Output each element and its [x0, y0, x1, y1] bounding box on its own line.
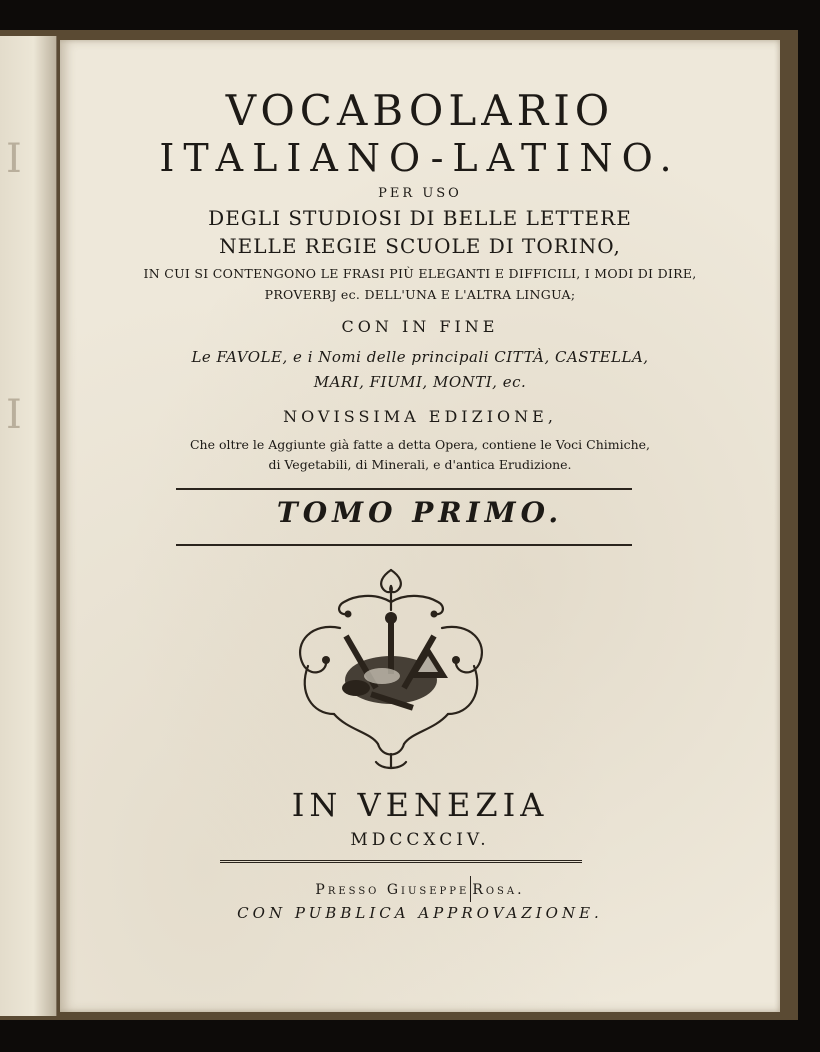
imprint-rule: [220, 860, 582, 863]
printers-ornament-icon: [278, 562, 504, 774]
volume-title: TOMO PRIMO.: [276, 496, 564, 529]
con-in-fine: CON IN FINE: [341, 317, 499, 336]
printer-name-right: Rosa.: [472, 882, 525, 898]
title-line-1: VOCABOLARIO: [225, 86, 615, 135]
imprint-place: IN VENEZIA: [291, 786, 549, 824]
subtitle-line-1: DEGLI STUDIOSI DI BELLE LETTERE: [208, 206, 632, 230]
contents-line-2: PROVERBJ ec. DELL'UNA E L'ALTRA LINGUA;: [264, 287, 576, 302]
bottom-rule: [176, 544, 632, 546]
title-page: [60, 40, 780, 1012]
left-page-edge: [0, 36, 57, 1016]
printer-line: [60, 876, 780, 902]
subtitle-line-2: NELLE REGIE SCUOLE DI TORINO,: [219, 234, 621, 258]
edition-line: NOVISSIMA EDIZIONE,: [283, 407, 557, 426]
left-page-bleed-letter: I: [6, 136, 22, 182]
per-uso-line: PER USO: [378, 186, 462, 201]
printer-name-left: Presso Giuseppe: [315, 882, 470, 898]
additions-line-1: Che oltre le Aggiunte già fatte a detta Opera, contiene le Voci Chimiche,: [189, 437, 651, 452]
title-line-2: ITALIANO-LATINO.: [159, 136, 681, 180]
contents-line-1: IN CUI SI CONTENGONO LE FRASI PIÙ ELEGANTI E DIFFICILI, I MODI DI DIRE,: [143, 266, 697, 281]
approval-line: CON PUBBLICA APPROVAZIONE.: [237, 904, 603, 922]
top-rule: [176, 488, 632, 490]
favole-line-1: Le FAVOLE, e i Nomi delle principali CITTÀ, CASTELLA,: [191, 348, 649, 366]
imprint-year: MDCCXCIV.: [350, 830, 490, 850]
favole-line-2: MARI, FIUMI, MONTI, ec.: [313, 373, 527, 391]
left-page-bleed-letter: I: [6, 392, 22, 438]
additions-line-2: di Vegetabili, di Minerali, e d'antica Erudizione.: [268, 457, 572, 472]
